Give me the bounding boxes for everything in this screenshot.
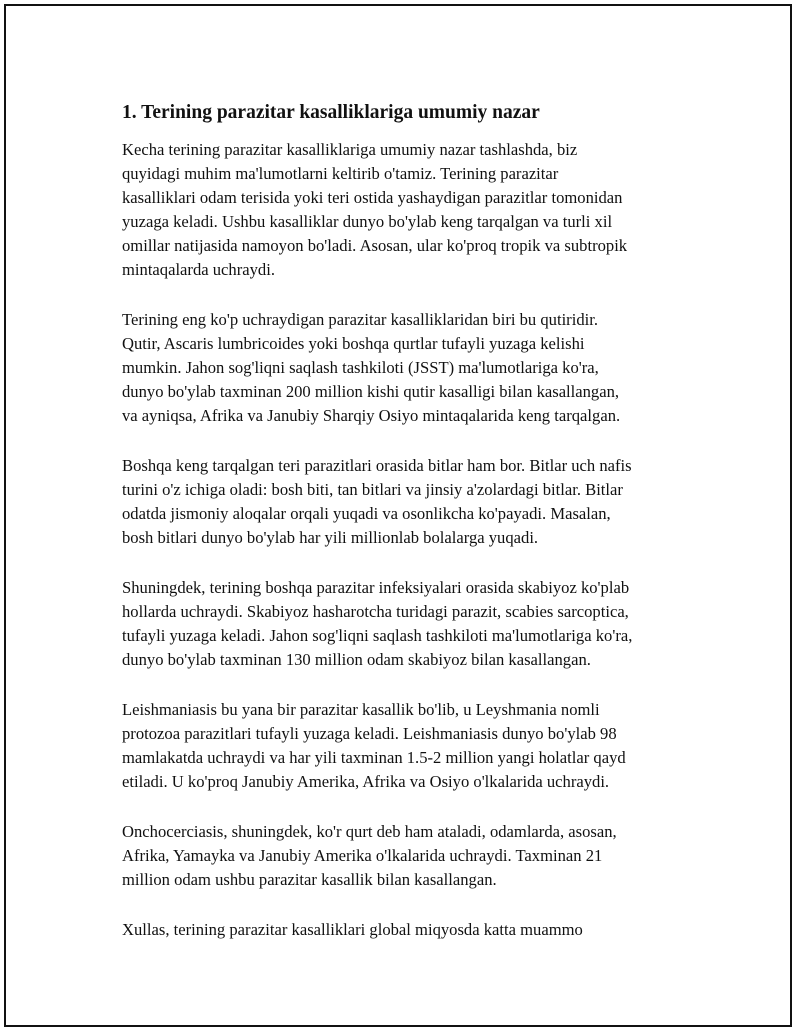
text-line: million odam ushbu parazitar kasallik bilan kasallangan. <box>122 870 497 889</box>
text-line: Shuningdek, terining boshqa parazitar infeksiyalari orasida skabiyoz ko'plab <box>122 578 630 597</box>
text-line: tufayli yuzaga keladi. Jahon sog'liqni saqlash tashkiloti ma'lumotlariga ko'ra, <box>122 626 633 645</box>
text-line: odatda jismoniy aloqalar orqali yuqadi va osonlikcha ko'payadi. Masalan, <box>122 504 611 523</box>
paragraph-leishmaniasis <box>122 698 702 794</box>
text-line: Boshqa keng tarqalgan teri parazitlari orasida bitlar ham bor. Bitlar uch nafis <box>122 456 632 475</box>
text-line: Afrika, Yamayka va Janubiy Amerika o'lkalarida uchraydi. Taxminan 21 <box>122 846 603 865</box>
text-line: Qutir, Ascaris lumbricoides yoki boshqa qurtlar tufayli yuzaga kelishi <box>122 334 585 353</box>
paragraph-skabiyoz <box>122 576 702 672</box>
text-line: dunyo bo'ylab taxminan 200 million kishi qutir kasalligi bilan kasallangan, <box>122 382 620 401</box>
text-line: dunyo bo'ylab taxminan 130 million odam skabiyoz bilan kasallangan. <box>122 650 591 669</box>
page-frame <box>4 4 792 1027</box>
text-line: Kecha terining parazitar kasalliklariga umumiy nazar tashlashda, biz <box>122 140 578 159</box>
text-line: omillar natijasida namoyon bo'ladi. Asosan, ular ko'proq tropik va subtropik <box>122 236 628 255</box>
paragraph-bitlar <box>122 454 702 550</box>
section-heading: 1. Terining parazitar kasalliklariga umumiy nazar <box>122 102 540 123</box>
text-line: Leishmaniasis bu yana bir parazitar kasallik bo'lib, u Leyshmania nomli <box>122 700 600 719</box>
paragraph-onchocerciasis <box>122 820 702 892</box>
text-line: va ayniqsa, Afrika va Janubiy Sharqiy Osiyo mintaqalarida keng tarqalgan. <box>122 406 621 425</box>
text-line: etiladi. U ko'proq Janubiy Amerika, Afrika va Osiyo o'lkalarida uchraydi. <box>122 772 610 791</box>
text-line: quyidagi muhim ma'lumotlarni keltirib o'tamiz. Terining parazitar <box>122 164 559 183</box>
paragraph-conclusion <box>122 918 702 942</box>
text-line: mumkin. Jahon sog'liqni saqlash tashkiloti (JSST) ma'lumotlariga ko'ra, <box>122 358 599 377</box>
text-line: mamlakatda uchraydi va har yili taxminan 1.5-2 million yangi holatlar qayd <box>122 748 626 767</box>
paragraph-qutir <box>122 308 702 428</box>
text-line: Onchocerciasis, shuningdek, ko'r qurt deb ham ataladi, odamlarda, asosan, <box>122 822 617 841</box>
text-line: yuzaga keladi. Ushbu kasalliklar dunyo bo'ylab keng tarqalgan va turli xil <box>122 212 613 231</box>
text-line: Xullas, terining parazitar kasalliklari global miqyosda katta muammo <box>122 920 583 939</box>
text-line: bosh bitlari dunyo bo'ylab har yili millionlab bolalarga yuqadi. <box>122 528 539 547</box>
text-line: protozoa parazitlari tufayli yuzaga keladi. Leishmaniasis dunyo bo'ylab 98 <box>122 724 617 743</box>
document-body <box>122 100 702 968</box>
text-line: Terining eng ko'p uchraydigan parazitar kasalliklaridan biri bu qutiridir. <box>122 310 598 329</box>
text-line: hollarda uchraydi. Skabiyoz hasharotcha turidagi parazit, scabies sarcoptica, <box>122 602 629 621</box>
text-line: kasalliklari odam terisida yoki teri ostida yashaydigan parazitlar tomonidan <box>122 188 623 207</box>
text-line: turini o'z ichiga oladi: bosh biti, tan bitlari va jinsiy a'zolardagi bitlar. Bitlar <box>122 480 623 499</box>
paragraph-overview <box>122 138 702 282</box>
text-line: mintaqalarda uchraydi. <box>122 260 275 279</box>
